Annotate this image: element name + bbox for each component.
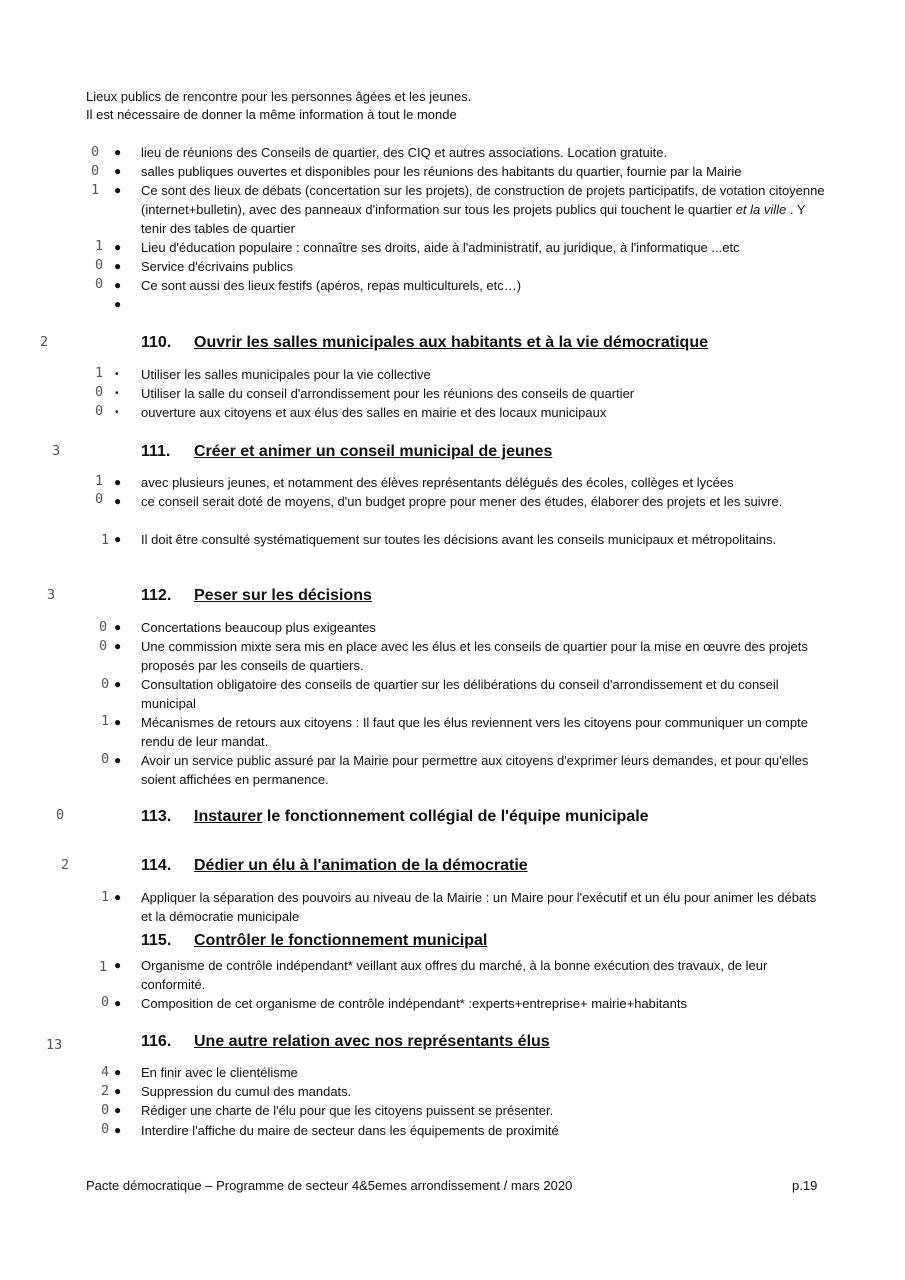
list-item: Avoir un service public assuré par la Mairie pour permettre aux citoyens d'exprimer leurs demandes, et pour qu'elles soient affichées en permanence. xyxy=(141,753,809,787)
section-heading xyxy=(141,806,649,828)
bullet-icon: ● xyxy=(114,1084,122,1098)
vote-count: 1 xyxy=(99,959,108,975)
vote-count: 0 xyxy=(101,751,110,767)
list-item: Utiliser la salle du conseil d'arrondissement pour les réunions des conseils de quartier xyxy=(141,386,635,401)
list-item: Suppression du cumul des mandats. xyxy=(141,1084,352,1099)
bullet-icon: ● xyxy=(114,297,122,311)
section-title-rest: le fonctionnement collégial de l'équipe municipale xyxy=(262,808,649,825)
section-number: 110. xyxy=(141,334,172,351)
section-number: 113. xyxy=(141,808,172,825)
section-title: Une autre relation avec nos représentants élus xyxy=(194,1033,550,1050)
intro-line-1: Lieux publics de rencontre pour les personnes âgées et les jeunes. xyxy=(86,89,472,104)
bullet-icon: ● xyxy=(114,183,122,197)
bullet-icon: • xyxy=(115,369,119,380)
section-title: Dédier un élu à l'animation de la démocratie xyxy=(194,857,528,874)
section-score: 0 xyxy=(56,807,65,823)
list-item: Concertations beaucoup plus exigeantes xyxy=(141,620,376,635)
bullet-icon: ● xyxy=(114,240,122,254)
list-item: Une commission mixte sera mis en place avec les élus et les conseils de quartier pour la mise en œuvre des projets proposés par les conseils de quartiers. xyxy=(141,639,808,673)
section-heading xyxy=(141,930,487,952)
vote-count: 0 xyxy=(101,1102,110,1118)
vote-count: 0 xyxy=(99,638,108,654)
vote-count: 0 xyxy=(95,403,104,419)
section-score: 2 xyxy=(61,857,70,873)
bullet-icon: ● xyxy=(114,1123,122,1137)
bullet-icon: ● xyxy=(114,259,122,273)
vote-count: 2 xyxy=(101,1083,110,1099)
section-heading xyxy=(141,585,372,607)
list-item: Lieu d'éducation populaire : connaître ses droits, aide à l'administratif, au juridique, à l'informatique ...etc xyxy=(141,240,740,255)
list-item-text-b: . Y tenir des tables de quartier xyxy=(141,202,806,236)
vote-count: 1 xyxy=(101,889,110,905)
bullet-icon: • xyxy=(115,407,119,418)
section-heading xyxy=(141,441,552,463)
section-number: 114. xyxy=(141,857,172,874)
bullet-icon: ● xyxy=(114,532,122,546)
vote-count: 0 xyxy=(91,163,100,179)
list-item: salles publiques ouvertes et disponibles pour les réunions des habitants du quartier, fournie par la Mairie xyxy=(141,164,742,179)
vote-count: 1 xyxy=(95,365,104,381)
vote-count: 0 xyxy=(95,257,104,273)
vote-count: 0 xyxy=(95,276,104,292)
bullet-icon: ● xyxy=(114,996,122,1010)
vote-count: 0 xyxy=(101,676,110,692)
section-number: 116. xyxy=(141,1033,172,1050)
section-title: Créer et animer un conseil municipal de jeunes xyxy=(194,443,553,460)
list-item: Organisme de contrôle indépendant* veillant aux offres du marché, à la bonne exécution des travaux, de leur conformité. xyxy=(141,958,768,992)
vote-count: 0 xyxy=(95,384,104,400)
list-item: Interdire l'affiche du maire de secteur dans les équipements de proximité xyxy=(141,1123,559,1138)
vote-count: 1 xyxy=(91,182,100,198)
section-score: 13 xyxy=(46,1037,63,1053)
vote-count: 0 xyxy=(101,1121,110,1137)
list-item xyxy=(141,181,826,238)
section-score: 3 xyxy=(52,443,61,459)
list-item: Il doit être consulté systématiquement sur toutes les décisions avant les conseils municipaux et métropolitains. xyxy=(141,532,777,547)
bullet-icon: ● xyxy=(114,639,122,653)
list-item-text-a: Ce sont des lieux de débats (concertation sur les projets), de construction de projets participatifs, de votation citoyenne (internet+bulletin), avec des panneaux d'information sur tous les projets publics qui touchent le quartier xyxy=(141,183,825,217)
vote-count: 1 xyxy=(95,473,104,489)
vote-count: 0 xyxy=(99,619,108,635)
section-number: 111. xyxy=(141,443,171,460)
vote-count: 1 xyxy=(101,713,110,729)
bullet-icon: ● xyxy=(114,715,122,729)
section-title: Contrôler le fonctionnement municipal xyxy=(194,932,488,949)
bullet-icon: ● xyxy=(114,958,122,972)
bullet-icon: ● xyxy=(114,278,122,292)
list-item: En finir avec le clientélisme xyxy=(141,1065,298,1080)
bullet-icon: ● xyxy=(114,1065,122,1079)
list-item: ouverture aux citoyens et aux élus des salles en mairie et des locaux municipaux xyxy=(141,405,607,420)
section-heading xyxy=(141,855,528,877)
bullet-icon: ● xyxy=(114,677,122,691)
vote-count: 1 xyxy=(101,532,110,548)
section-number: 115. xyxy=(141,932,172,949)
list-item: Mécanismes de retours aux citoyens : Il faut que les élus reviennent vers les citoyens pour communiquer un compte rendu de leur mandat. xyxy=(141,715,808,749)
list-item: Rédiger une charte de l'élu pour que les citoyens puissent se présenter. xyxy=(141,1103,554,1118)
bullet-icon: ● xyxy=(114,620,122,634)
list-item: Ce sont aussi des lieux festifs (apéros, repas multiculturels, etc…) xyxy=(141,278,522,293)
bullet-icon: ● xyxy=(114,475,122,489)
section-heading xyxy=(141,1031,550,1053)
bullet-icon: • xyxy=(115,388,119,399)
bullet-icon: ● xyxy=(114,494,122,508)
list-item: Utiliser les salles municipales pour la vie collective xyxy=(141,367,431,382)
vote-count: 1 xyxy=(95,238,104,254)
list-item-emphasis: et la ville xyxy=(735,202,787,217)
list-item: Consultation obligatoire des conseils de quartier sur les délibérations du conseil d'arrondissement et du conseil municipal xyxy=(141,677,779,711)
section-title: Peser sur les décisions xyxy=(194,587,372,604)
section-title: Ouvrir les salles municipales aux habitants et à la vie démocratique xyxy=(194,334,708,351)
bullet-icon: ● xyxy=(114,145,122,159)
section-number: 112. xyxy=(141,587,172,604)
bullet-icon: ● xyxy=(114,1103,122,1117)
vote-count: 0 xyxy=(95,491,104,507)
section-score: 2 xyxy=(40,334,49,350)
list-item: lieu de réunions des Conseils de quartier, des CIQ et autres associations. Location gratuite. xyxy=(141,145,668,160)
bullet-icon: ● xyxy=(114,890,122,904)
list-item: avec plusieurs jeunes, et notamment des élèves représentants délégués des écoles, collèges et lycées xyxy=(141,475,734,490)
vote-count: 0 xyxy=(91,144,100,160)
list-item: ce conseil serait doté de moyens, d'un budget propre pour mener des études, élaborer des projets et les suivre. xyxy=(141,494,783,509)
section-score: 3 xyxy=(47,587,56,603)
list-item: Service d'écrivains publics xyxy=(141,259,294,274)
list-item: Appliquer la séparation des pouvoirs au niveau de la Mairie : un Maire pour l'exécutif et un élu pour animer les débats et la démocratie municipale xyxy=(141,890,817,924)
footer-text: Pacte démocratique – Programme de secteur 4&5emes arrondissement / mars 2020 xyxy=(86,1178,573,1193)
vote-count: 4 xyxy=(101,1064,110,1080)
bullet-icon: ● xyxy=(114,753,122,767)
intro-line-2: Il est nécessaire de donner la même information à tout le monde xyxy=(86,107,457,122)
page-number: p.19 xyxy=(792,1178,818,1193)
list-item: Composition de cet organisme de contrôle indépendant* :experts+entreprise+ mairie+habitants xyxy=(141,996,687,1011)
section-heading xyxy=(141,332,708,354)
bullet-icon: ● xyxy=(114,164,122,178)
section-title-underlined: Instaurer xyxy=(194,808,263,825)
vote-count: 0 xyxy=(101,994,110,1010)
